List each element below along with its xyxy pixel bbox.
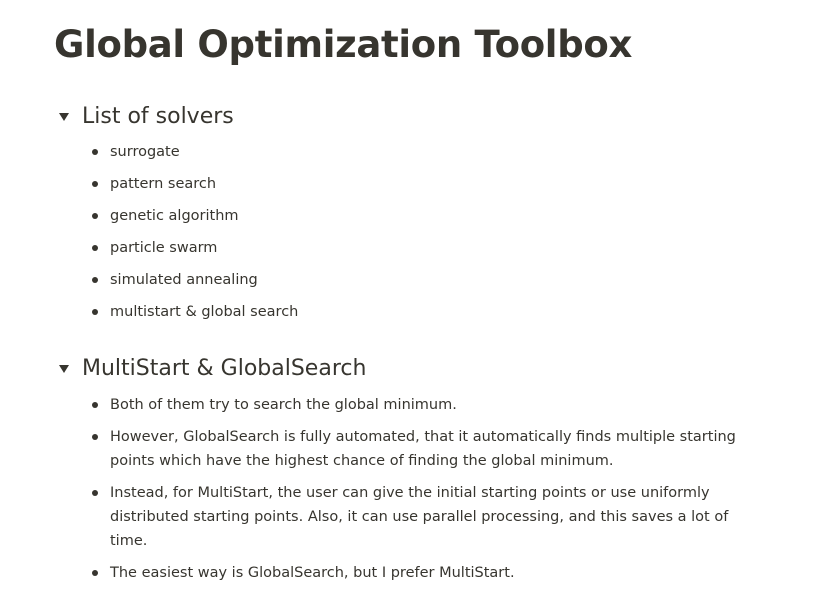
bullet-dot-icon — [92, 570, 98, 576]
list-item-text[interactable]: Instead, for MultiStart, the user can give the initial starting points or use uniformly distributed starting points. Also, it can use parallel processing, and this saves a lot of time. — [110, 485, 729, 549]
bullet-dot-icon — [92, 402, 98, 408]
page-title[interactable]: Global Optimization Toolbox — [54, 23, 633, 66]
bullet-dot-icon — [92, 181, 98, 187]
toggle-header — [56, 100, 836, 134]
list-item — [90, 172, 298, 196]
list-item — [90, 236, 298, 260]
list-item — [90, 300, 298, 324]
bullet-dot-icon — [92, 490, 98, 496]
toggle-header — [56, 352, 836, 386]
bullet-dot-icon — [92, 245, 98, 251]
list-item-text[interactable]: multistart & global search — [110, 304, 299, 320]
list-item-text[interactable]: surrogate — [110, 144, 180, 160]
bullet-dot-icon — [92, 434, 98, 440]
list-item-text[interactable]: The easiest way is GlobalSearch, but I prefer MultiStart. — [110, 565, 515, 581]
list-item-text[interactable]: Both of them try to search the global minimum. — [110, 397, 457, 413]
list-item — [90, 425, 760, 473]
list-item — [90, 561, 760, 585]
bullet-dot-icon — [92, 149, 98, 155]
bullet-dot-icon — [92, 277, 98, 283]
toggle-title[interactable]: List of solvers — [82, 104, 234, 129]
triangle-down-icon[interactable] — [56, 109, 72, 125]
solver-list — [90, 140, 298, 332]
list-item-text[interactable]: genetic algorithm — [110, 208, 239, 224]
toggle-title[interactable]: MultiStart & GlobalSearch — [82, 356, 367, 381]
toggle-block-multistart-globalsearch — [56, 352, 836, 581]
list-item — [90, 140, 298, 164]
list-item-text[interactable]: However, GlobalSearch is fully automated, that it automatically finds multiple starting points which have the highest chance of finding the global minimum. — [110, 429, 736, 469]
notes-list — [90, 393, 760, 593]
bullet-dot-icon — [92, 309, 98, 315]
list-item-text[interactable]: pattern search — [110, 176, 217, 192]
triangle-down-icon[interactable] — [56, 361, 72, 377]
toggle-block-solvers — [56, 100, 836, 320]
list-item-text[interactable]: simulated annealing — [110, 272, 258, 288]
list-item — [90, 204, 298, 228]
list-item — [90, 393, 760, 417]
bullet-dot-icon — [92, 213, 98, 219]
list-item-text[interactable]: particle swarm — [110, 240, 218, 256]
list-item — [90, 268, 298, 292]
list-item — [90, 481, 760, 553]
